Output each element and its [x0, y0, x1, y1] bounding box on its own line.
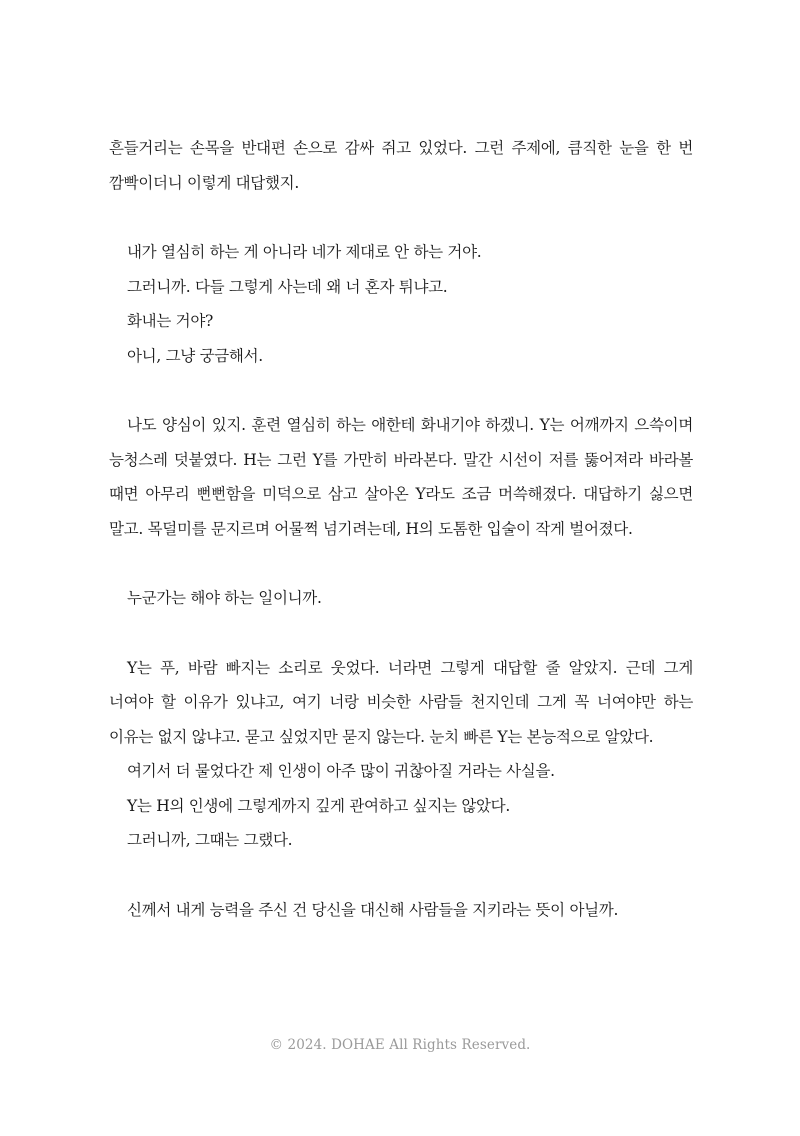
paragraph-gap [109, 858, 693, 893]
dialogue-line: 누군가는 해야 하는 일이니까. [127, 589, 322, 607]
narration-line: 여기서 더 물었다간 제 인생이 아주 많이 귀찮아질 거라는 사실을. [127, 762, 555, 780]
paragraph-conscience: 나도 양심이 있지. 훈련 열심히 하는 애한테 화내기야 하겠니. Y는 어깨까지 으쓱이며 능청스레 덧붙였다. H는 그런 Y를 가만히 바라본다. 말간 시선이 저를 뚫어져라 바라볼 때면 아무리 뻔뻔함을 미덕으로 삼고 살아온 Y라도 조금 머쓱해졌다. 대답하기 싫으면 말고. 목덜미를 문지르며 어물쩍 넘기려는데, H의 도톰한 입술이 작게 벌어졌다. [109, 416, 693, 538]
dialogue-line: 아니, 그냥 궁금해서. [127, 346, 263, 365]
narration-line: 그러니까, 그때는 그랬다. [127, 831, 293, 849]
paragraph-gap [109, 373, 693, 408]
paragraph-laugh: Y는 푸, 바람 빠지는 소리로 웃었다. 너라면 그렇게 대답할 줄 알았지. 근데 그게 너여야 할 이유가 있냐고, 여기 너랑 비슷한 사람들 천지인데 그게 꼭 너여야만 하는 이유는 없지 않냐고. 묻고 싶었지만 묻지 않는다. 눈치 빠른 Y는 본능적으로 알았다. [109, 658, 693, 746]
narration-line: Y는 H의 인생에 그렇게까지 깊게 관여하고 싶지는 않았다. [127, 796, 510, 815]
dialogue-line: 내가 열심히 하는 게 아니라 네가 제대로 안 하는 거야. [127, 243, 482, 261]
dialogue-line: 신께서 내게 능력을 주신 건 당신을 대신해 사람들을 지키라는 뜻이 아닐까. [127, 900, 619, 919]
dialogue-line: 그러니까. 다들 그렇게 사는데 왜 너 혼자 튀냐고. [127, 277, 448, 296]
dialogue-line: 화내는 거야? [127, 312, 214, 330]
paragraph-gap [109, 546, 693, 581]
paragraph-gap [109, 616, 693, 651]
copyright-footer: © 2024. DOHAE All Rights Reserved. [269, 1037, 531, 1053]
paragraph-gap [109, 200, 693, 235]
paragraph-opening: 흔들거리는 손목을 반대편 손으로 감싸 쥐고 있었다. 그런 주제에, 큼직한 눈을 한 번 깜빡이더니 이렇게 대답했지. [109, 139, 693, 192]
page-body [109, 131, 693, 927]
